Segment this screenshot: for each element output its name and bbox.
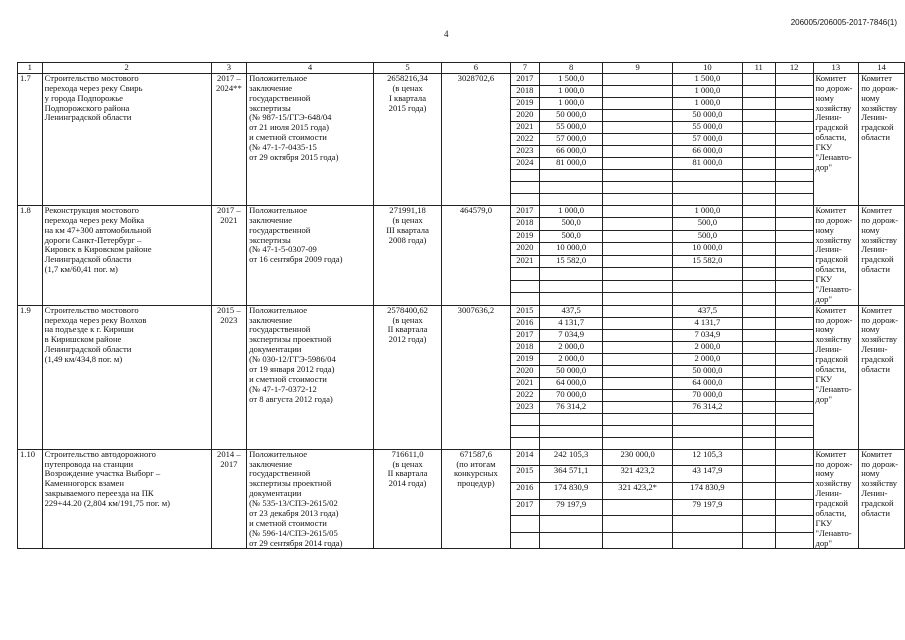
col-header: 9 — [603, 63, 673, 74]
regional-cell: 437,5 — [673, 305, 743, 317]
col-header: 10 — [673, 63, 743, 74]
regional-cell: 57 000,0 — [673, 133, 743, 145]
year-cell: 2020 — [510, 365, 539, 377]
col11-cell — [742, 329, 775, 341]
regional-cell: 2 000,0 — [673, 341, 743, 353]
regional-cell: 1 500,0 — [673, 73, 743, 85]
col11-cell — [742, 243, 775, 255]
col-header: 1 — [18, 63, 43, 74]
estimated-cost: 271991,18 (в ценах III квартала 2008 года) — [373, 205, 441, 305]
total-cost: 671587,6 (по итогам конкурсных процедур) — [442, 449, 510, 549]
federal-cell — [603, 157, 673, 169]
regional-cell: 500,0 — [673, 218, 743, 230]
col12-cell — [775, 73, 813, 85]
object-name: Реконструкция мостового перехода через реку Мойка на км 47+300 автомобильной дороги Санкт-Петербург – Кировск в Кировском районе Ленинградской области (1,7 км/60,41 пог. м) — [42, 205, 211, 305]
col11-cell — [742, 157, 775, 169]
total-cell: 364 571,1 — [540, 466, 603, 483]
total-cell: 2 000,0 — [540, 353, 603, 365]
col12-cell — [775, 145, 813, 157]
col11-cell — [742, 218, 775, 230]
period: 2014 – 2017 — [211, 449, 247, 549]
federal-cell — [603, 145, 673, 157]
col11-cell — [742, 377, 775, 389]
total-cell: 76 314,2 — [540, 401, 603, 413]
expertise-doc: Положительное заключение государственной экспертизы (№ 987-15/ГГЭ-648/04 от 21 июля 2015 года) и сметной стоимости (№ 47-1-7-0435-15 от 29 октября 2015 года) — [247, 73, 374, 205]
col12-cell — [775, 466, 813, 483]
object-name: Строительство мостового перехода через реку Волхов на подъезде к г. Кириши в Киришском районе Ленинградской области (1,49 км/434,8 пог. м) — [42, 305, 211, 449]
col12-cell — [775, 121, 813, 133]
period: 2017 – 2021 — [211, 205, 247, 305]
federal-cell — [603, 230, 673, 242]
col-header: 14 — [859, 63, 905, 74]
col12-cell — [775, 157, 813, 169]
federal-cell — [603, 365, 673, 377]
federal-cell — [603, 353, 673, 365]
total-cell: 437,5 — [540, 305, 603, 317]
year-cell: 2021 — [510, 377, 539, 389]
estimated-cost: 2658216,34 (в ценах I квартала 2015 года) — [373, 73, 441, 205]
regional-cell: 10 000,0 — [673, 243, 743, 255]
federal-cell — [603, 317, 673, 329]
regional-cell: 55 000,0 — [673, 121, 743, 133]
year-cell: 2024 — [510, 157, 539, 169]
federal-cell — [603, 97, 673, 109]
regional-cell: 50 000,0 — [673, 365, 743, 377]
total-cell: 7 034,9 — [540, 329, 603, 341]
total-cell: 500,0 — [540, 218, 603, 230]
row-number: 1.9 — [18, 305, 43, 449]
col11-cell — [742, 305, 775, 317]
year-cell: 2016 — [510, 317, 539, 329]
col-header: 7 — [510, 63, 539, 74]
year-cell: 2019 — [510, 97, 539, 109]
col12-cell — [775, 205, 813, 217]
regional-cell: 70 000,0 — [673, 389, 743, 401]
col11-cell — [742, 482, 775, 499]
total-cell: 66 000,0 — [540, 145, 603, 157]
col12-cell — [775, 305, 813, 317]
year-cell: 2015 — [510, 466, 539, 483]
column-number-header — [18, 63, 905, 74]
regional-cell: 76 314,2 — [673, 401, 743, 413]
year-cell: 2021 — [510, 121, 539, 133]
regional-cell: 4 131,7 — [673, 317, 743, 329]
year-cell: 2023 — [510, 401, 539, 413]
regional-cell: 1 000,0 — [673, 97, 743, 109]
federal-cell — [603, 133, 673, 145]
col12-cell — [775, 365, 813, 377]
col11-cell — [742, 109, 775, 121]
col11-cell — [742, 499, 775, 516]
total-cell: 81 000,0 — [540, 157, 603, 169]
col-header: 12 — [775, 63, 813, 74]
regional-cell: 43 147,9 — [673, 466, 743, 483]
total-cell: 174 830,9 — [540, 482, 603, 499]
total-cell: 242 105,3 — [540, 449, 603, 466]
regional-cell: 50 000,0 — [673, 109, 743, 121]
col12-cell — [775, 389, 813, 401]
col12-cell — [775, 401, 813, 413]
total-cell: 50 000,0 — [540, 109, 603, 121]
regional-cell: 1 000,0 — [673, 85, 743, 97]
year-cell: 2019 — [510, 353, 539, 365]
col11-cell — [742, 145, 775, 157]
federal-cell — [603, 205, 673, 217]
total-cell: 15 582,0 — [540, 255, 603, 267]
year-cell: 2019 — [510, 230, 539, 242]
federal-cell — [603, 499, 673, 516]
federal-cell — [603, 401, 673, 413]
year-cell: 2017 — [510, 329, 539, 341]
federal-cell — [603, 73, 673, 85]
regional-cell: 174 830,9 — [673, 482, 743, 499]
document-id: 206005/206005-2017-7846(1) — [790, 18, 897, 27]
federal-cell: 321 423,2* — [603, 482, 673, 499]
total-cell: 4 131,7 — [540, 317, 603, 329]
col12-cell — [775, 377, 813, 389]
year-cell: 2018 — [510, 341, 539, 353]
period: 2015 – 2023 — [211, 305, 247, 449]
col-header: 4 — [247, 63, 374, 74]
regional-cell: 500,0 — [673, 230, 743, 242]
total-cell: 1 000,0 — [540, 97, 603, 109]
year-cell: 2022 — [510, 133, 539, 145]
table-row — [18, 205, 905, 217]
total-cost: 3007636,2 — [442, 305, 510, 449]
col11-cell — [742, 401, 775, 413]
total-cell: 1 000,0 — [540, 85, 603, 97]
col11-cell — [742, 255, 775, 267]
total-cell: 1 000,0 — [540, 205, 603, 217]
regional-cell: 15 582,0 — [673, 255, 743, 267]
col11-cell — [742, 317, 775, 329]
expertise-doc: Положительное заключение государственной экспертизы проектной документации (№ 030-12/ГГЭ-5986/04 от 19 января 2012 года) и сметной стоимости (№ 47-1-7-0372-12 от 8 августа 2012 года) — [247, 305, 374, 449]
federal-cell — [603, 218, 673, 230]
col12-cell — [775, 449, 813, 466]
object-name: Строительство автодорожного путепровода на станции Возрождение участка Выборг – Каменногорск взамен закрываемого переезда на ПК 229+44.20 (2,804 км/191,75 пог. м) — [42, 449, 211, 549]
page-number: 4 — [444, 29, 449, 39]
col12-cell — [775, 97, 813, 109]
year-cell: 2015 — [510, 305, 539, 317]
col12-cell — [775, 243, 813, 255]
table-row — [18, 73, 905, 85]
col11-cell — [742, 466, 775, 483]
federal-cell: 321 423,2 — [603, 466, 673, 483]
responsible-org: Комитет по дорож- ному хозяйству Ленин- градской области — [859, 449, 905, 549]
table-body — [18, 73, 905, 549]
year-cell: 2017 — [510, 499, 539, 516]
total-cell: 79 197,9 — [540, 499, 603, 516]
col11-cell — [742, 365, 775, 377]
regional-cell: 64 000,0 — [673, 377, 743, 389]
col11-cell — [742, 133, 775, 145]
col12-cell — [775, 230, 813, 242]
year-cell: 2018 — [510, 85, 539, 97]
col11-cell — [742, 353, 775, 365]
year-cell: 2018 — [510, 218, 539, 230]
year-cell: 2021 — [510, 255, 539, 267]
col12-cell — [775, 218, 813, 230]
total-cost: 3028702,6 — [442, 73, 510, 205]
col12-cell — [775, 109, 813, 121]
year-cell: 2017 — [510, 73, 539, 85]
table-row — [18, 305, 905, 317]
expertise-doc: Положительное заключение государственной экспертизы проектной документации (№ 535-13/СПЭ-2615/02 от 23 декабря 2013 года) и сметной стоимости (№ 596-14/СПЭ-2615/05 от 29 сентября 2014 года) — [247, 449, 374, 549]
row-number: 1.8 — [18, 205, 43, 305]
customer-org: Комитет по дорож- ному хозяйству Ленин- градской области, ГКУ "Ленавто- дор" — [813, 205, 859, 305]
year-cell: 2020 — [510, 243, 539, 255]
federal-cell: 230 000,0 — [603, 449, 673, 466]
col-header: 2 — [42, 63, 211, 74]
col-header: 3 — [211, 63, 247, 74]
col11-cell — [742, 205, 775, 217]
customer-org: Комитет по дорож- ному хозяйству Ленин- градской области, ГКУ "Ленавто- дор" — [813, 305, 859, 449]
federal-cell — [603, 121, 673, 133]
row-number: 1.7 — [18, 73, 43, 205]
total-cell: 2 000,0 — [540, 341, 603, 353]
regional-cell: 66 000,0 — [673, 145, 743, 157]
col12-cell — [775, 133, 813, 145]
program-table — [17, 62, 905, 549]
federal-cell — [603, 85, 673, 97]
col11-cell — [742, 389, 775, 401]
total-cell: 10 000,0 — [540, 243, 603, 255]
regional-cell: 81 000,0 — [673, 157, 743, 169]
expertise-doc: Положительное заключение государственной экспертизы (№ 47-1-5-0307-09 от 16 сентября 2009 года) — [247, 205, 374, 305]
col12-cell — [775, 255, 813, 267]
total-cell: 1 500,0 — [540, 73, 603, 85]
col12-cell — [775, 85, 813, 97]
year-cell: 2020 — [510, 109, 539, 121]
estimated-cost: 716611,0 (в ценах II квартала 2014 года) — [373, 449, 441, 549]
col12-cell — [775, 317, 813, 329]
customer-org: Комитет по дорож- ному хозяйству Ленин- градской области, ГКУ "Ленавто- дор" — [813, 449, 859, 549]
estimated-cost: 2578400,62 (в ценах II квартала 2012 года) — [373, 305, 441, 449]
col11-cell — [742, 449, 775, 466]
total-cost: 464579,0 — [442, 205, 510, 305]
total-cell: 70 000,0 — [540, 389, 603, 401]
total-cell: 64 000,0 — [540, 377, 603, 389]
row-number: 1.10 — [18, 449, 43, 549]
col12-cell — [775, 499, 813, 516]
year-cell: 2014 — [510, 449, 539, 466]
year-cell: 2016 — [510, 482, 539, 499]
total-cell: 50 000,0 — [540, 365, 603, 377]
col12-cell — [775, 341, 813, 353]
regional-cell: 1 000,0 — [673, 205, 743, 217]
responsible-org: Комитет по дорож- ному хозяйству Ленин- градской области — [859, 305, 905, 449]
col-header: 8 — [540, 63, 603, 74]
object-name: Строительство мостового перехода через реку Свирь у города Подпорожье Подпорожского района Ленинградской области — [42, 73, 211, 205]
col-header: 5 — [373, 63, 441, 74]
regional-cell: 79 197,9 — [673, 499, 743, 516]
table-row — [18, 449, 905, 466]
col11-cell — [742, 85, 775, 97]
responsible-org: Комитет по дорож- ному хозяйству Ленин- градской области — [859, 73, 905, 205]
col11-cell — [742, 121, 775, 133]
regional-cell: 2 000,0 — [673, 353, 743, 365]
col-header: 11 — [742, 63, 775, 74]
col11-cell — [742, 73, 775, 85]
year-cell: 2022 — [510, 389, 539, 401]
col11-cell — [742, 341, 775, 353]
year-cell: 2023 — [510, 145, 539, 157]
regional-cell: 12 105,3 — [673, 449, 743, 466]
federal-cell — [603, 389, 673, 401]
federal-cell — [603, 305, 673, 317]
period: 2017 – 2024** — [211, 73, 247, 205]
col11-cell — [742, 97, 775, 109]
total-cell: 57 000,0 — [540, 133, 603, 145]
col11-cell — [742, 230, 775, 242]
responsible-org: Комитет по дорож- ному хозяйству Ленин- градской области — [859, 205, 905, 305]
total-cell: 500,0 — [540, 230, 603, 242]
col12-cell — [775, 329, 813, 341]
customer-org: Комитет по дорож- ному хозяйству Ленин- градской области, ГКУ "Ленавто- дор" — [813, 73, 859, 205]
col12-cell — [775, 353, 813, 365]
regional-cell: 7 034,9 — [673, 329, 743, 341]
col-header: 6 — [442, 63, 510, 74]
col12-cell — [775, 482, 813, 499]
federal-cell — [603, 109, 673, 121]
col-header: 13 — [813, 63, 859, 74]
federal-cell — [603, 243, 673, 255]
total-cell: 55 000,0 — [540, 121, 603, 133]
federal-cell — [603, 341, 673, 353]
year-cell: 2017 — [510, 205, 539, 217]
federal-cell — [603, 255, 673, 267]
federal-cell — [603, 329, 673, 341]
federal-cell — [603, 377, 673, 389]
